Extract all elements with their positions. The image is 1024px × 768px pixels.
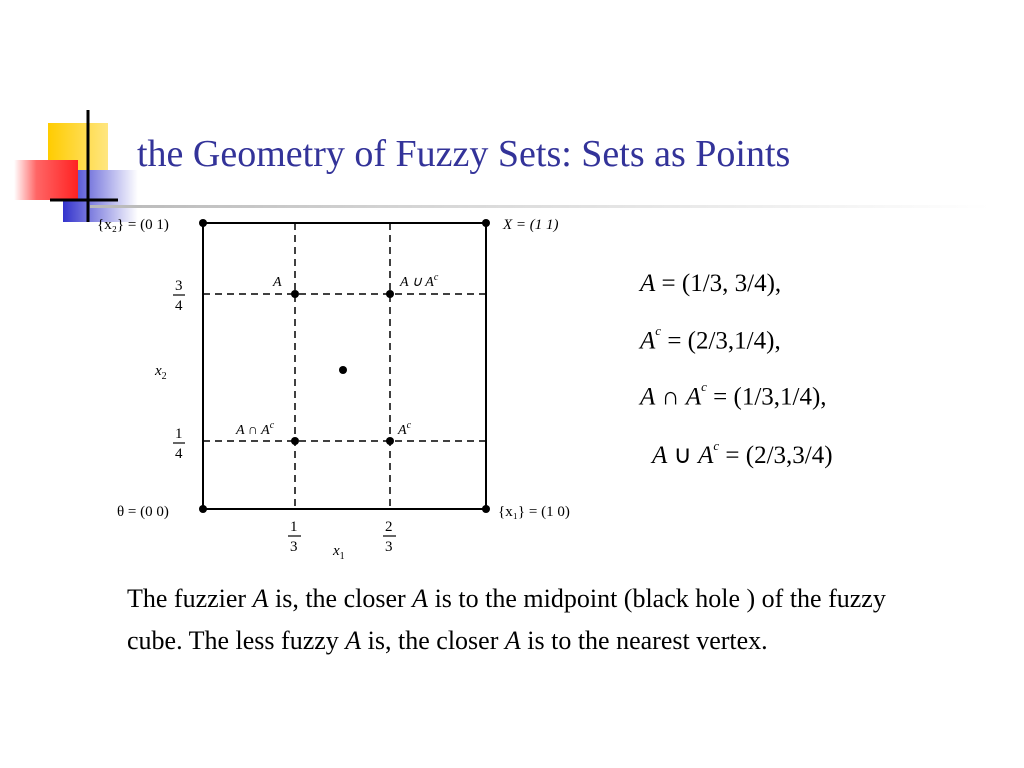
- corner-decoration: [0, 0, 150, 230]
- midpoint-black-hole: [339, 366, 347, 374]
- slide-title: the Geometry of Fuzzy Sets: Sets as Points: [137, 133, 791, 175]
- vertex-bottom-left: [199, 505, 207, 513]
- point-a-union-ac: [386, 290, 394, 298]
- label-bottom-left: θ = (0 0): [117, 504, 169, 520]
- tick-x-two-thirds-den: 3: [385, 539, 393, 555]
- equation-a-union-ac: A ∪ $A^c = (2/3,3/4)$: [652, 437, 833, 469]
- label-point-ac: $A^c$: [398, 420, 412, 438]
- tick-y-one-quarter-num: 1: [175, 426, 183, 442]
- tick-x-two-thirds-num: 2: [385, 519, 393, 535]
- tick-y-three-quarters-num: 3: [175, 278, 183, 294]
- equation-a-intersect-ac: A ∩ $A^c = (1/3,1/4)$,: [640, 379, 827, 411]
- equation-ac: $A^c = (2/3,1/4)$,: [640, 323, 781, 355]
- vertex-top-left: [199, 219, 207, 227]
- label-top-left: {x₂} = (0 1): [97, 217, 169, 233]
- tick-y-one-quarter-den: 4: [175, 446, 183, 462]
- unit-square: [203, 223, 486, 509]
- label-point-a-union-ac: A ∪ $A^c$: [400, 272, 439, 290]
- point-a: [291, 290, 299, 298]
- equation-a: A = (1/3, 3/4),: [640, 270, 782, 297]
- deco-red-block: [14, 160, 78, 200]
- label-point-a-intersect-ac: A ∩ $A^c$: [236, 420, 275, 438]
- vertex-top-right: [482, 219, 490, 227]
- caption-paragraph: The fuzzier A is, the closer A is to the midpoint (black hole ) of the fuzzy cube. The less fuzzy A is, the closer A is to the nearest vertex.: [127, 584, 886, 655]
- vertex-bottom-right: [482, 505, 490, 513]
- tick-x-one-third-num: 1: [290, 519, 298, 535]
- point-a-intersect-ac: [291, 437, 299, 445]
- fuzzy-cube-diagram: [93, 210, 598, 562]
- title-divider: [90, 205, 990, 208]
- tick-x-one-third-den: 3: [290, 539, 298, 555]
- axis-label-x2: $x_2$: [155, 363, 167, 382]
- label-point-a: A: [273, 275, 282, 290]
- tick-y-three-quarters-den: 4: [175, 298, 183, 314]
- point-ac: [386, 437, 394, 445]
- label-top-right: X = (1 1): [503, 217, 559, 233]
- label-bottom-right: {x₁} = (1 0): [498, 504, 570, 520]
- axis-label-x1: $x_1$: [333, 543, 345, 562]
